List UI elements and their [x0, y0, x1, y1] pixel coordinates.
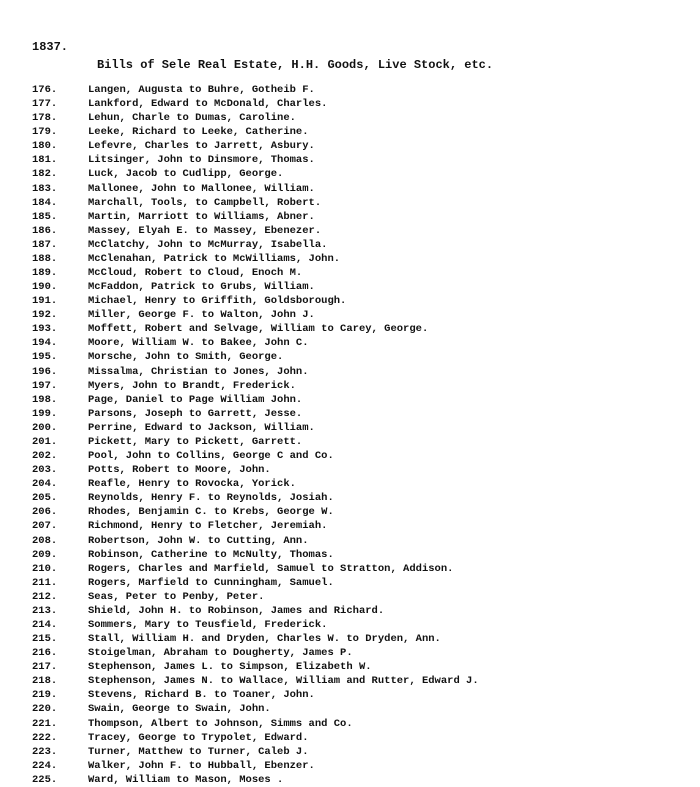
entry-number: 185. [32, 210, 58, 223]
entry-text: Rogers, Charles and Marfield, Samuel to Stratton, Addison. [88, 562, 454, 575]
entry-number: 190. [32, 281, 58, 294]
entry-number: 225. [32, 773, 58, 786]
list-item [32, 688, 692, 702]
entry-number: 197. [32, 379, 58, 392]
entry-text: Robinson, Catherine to McNulty, Thomas. [88, 548, 334, 561]
entry-text: Walker, John F. to Hubball, Ebenzer. [88, 759, 315, 772]
list-item [32, 759, 692, 773]
entry-number: 198. [32, 393, 58, 406]
entry-text: Potts, Robert to Moore, John. [88, 464, 271, 477]
document-title: Bills of Sele Real Estate, H.H. Goods, Live Stock, etc. [97, 58, 494, 72]
entry-number: 199. [32, 407, 58, 420]
entry-text: McClenahan, Patrick to McWilliams, John. [88, 252, 341, 265]
entry-number: 208. [32, 534, 58, 547]
entry-number: 216. [32, 647, 58, 660]
list-item [32, 421, 692, 435]
list-item [32, 590, 692, 604]
entry-list [32, 83, 692, 787]
entry-text: Richmond, Henry to Fletcher, Jeremiah. [88, 520, 328, 533]
list-item [32, 646, 692, 660]
entry-number: 179. [32, 126, 58, 139]
list-item [32, 238, 692, 252]
entry-number: 211. [32, 576, 58, 589]
list-item [32, 111, 692, 125]
entry-text: McClatchy, John to McMurray, Isabella. [88, 238, 328, 251]
list-item [32, 548, 692, 562]
entry-number: 217. [32, 661, 58, 674]
entry-number: 193. [32, 323, 58, 336]
entry-number: 184. [32, 196, 58, 209]
list-item [32, 576, 692, 590]
entry-number: 213. [32, 604, 58, 617]
list-item [32, 717, 692, 731]
entry-number: 203. [32, 464, 58, 477]
entry-text: Rogers, Marfield to Cunningham, Samuel. [88, 576, 334, 589]
entry-number: 176. [32, 84, 58, 96]
entry-number: 202. [32, 450, 58, 463]
entry-text: Shield, John H. to Robinson, James and Richard. [88, 604, 385, 617]
entry-number: 218. [32, 675, 58, 688]
entry-text: Swain, George to Swain, John. [88, 703, 271, 716]
list-item [32, 702, 692, 716]
entry-number: 181. [32, 154, 58, 167]
entry-text: Stevens, Richard B. to Toaner, John. [88, 689, 315, 702]
list-item [32, 519, 692, 533]
entry-text: Seas, Peter to Penby, Peter. [88, 590, 265, 603]
entry-number: 215. [32, 633, 58, 646]
entry-number: 205. [32, 492, 58, 505]
list-item [32, 745, 692, 759]
entry-number: 182. [32, 168, 58, 181]
entry-text: Pickett, Mary to Pickett, Garrett. [88, 435, 303, 448]
list-item [32, 534, 692, 548]
list-item [32, 196, 692, 210]
entry-text: Rhodes, Benjamin C. to Krebs, George W. [88, 506, 334, 519]
entry-text: Marchall, Tools, to Campbell, Robert. [88, 196, 322, 209]
entry-text: Stall, William H. and Dryden, Charles W. to Dryden, Ann. [88, 633, 441, 646]
list-item [32, 322, 692, 336]
list-item [32, 83, 692, 97]
entry-text: Reynolds, Henry F. to Reynolds, Josiah. [88, 492, 334, 505]
entry-text: Miller, George F. to Walton, John J. [88, 309, 315, 322]
entry-text: Reafle, Henry to Rovocka, Yorick. [88, 478, 296, 491]
entry-text: Page, Daniel to Page William John. [88, 393, 303, 406]
list-item [32, 660, 692, 674]
entry-text: McCloud, Robert to Cloud, Enoch M. [88, 267, 303, 280]
list-item [32, 505, 692, 519]
entry-text: Lefevre, Charles to Jarrett, Asbury. [88, 140, 315, 153]
list-item [32, 463, 692, 477]
list-item [32, 365, 692, 379]
list-item [32, 280, 692, 294]
entry-number: 177. [32, 98, 58, 111]
entry-text: Lehun, Charle to Dumas, Caroline. [88, 112, 296, 125]
list-item [32, 139, 692, 153]
entry-text: Mallonee, John to Mallonee, William. [88, 182, 315, 195]
entry-number: 194. [32, 337, 58, 350]
entry-text: Martin, Marriott to Williams, Abner. [88, 210, 315, 223]
list-item [32, 308, 692, 322]
entry-number: 224. [32, 759, 58, 772]
entry-text: Parsons, Joseph to Garrett, Jesse. [88, 407, 303, 420]
entry-number: 180. [32, 140, 58, 153]
entry-text: Pool, John to Collins, George C and Co. [88, 450, 334, 463]
entry-text: Perrine, Edward to Jackson, William. [88, 421, 315, 434]
entry-text: Moffett, Robert and Selvage, William to Carey, George. [88, 323, 429, 336]
entry-text: Stephenson, James N. to Wallace, William and Rutter, Edward J. [88, 675, 479, 688]
list-item [32, 182, 692, 196]
entry-text: Ward, William to Mason, Moses . [88, 773, 284, 786]
list-item [32, 618, 692, 632]
entry-text: Turner, Matthew to Turner, Caleb J. [88, 745, 309, 758]
list-item [32, 294, 692, 308]
entry-number: 220. [32, 703, 58, 716]
entry-number: 178. [32, 112, 58, 125]
list-item [32, 477, 692, 491]
entry-number: 210. [32, 562, 58, 575]
entry-text: Thompson, Albert to Johnson, Simms and Co. [88, 717, 353, 730]
list-item [32, 393, 692, 407]
entry-text: Langen, Augusta to Buhre, Gotheib F. [88, 84, 315, 96]
list-item [32, 252, 692, 266]
entry-number: 223. [32, 745, 58, 758]
entry-number: 207. [32, 520, 58, 533]
entry-number: 186. [32, 224, 58, 237]
list-item [32, 379, 692, 393]
entry-number: 222. [32, 731, 58, 744]
entry-number: 191. [32, 295, 58, 308]
entry-text: Stoigelman, Abraham to Dougherty, James P. [88, 647, 353, 660]
list-item [32, 773, 692, 787]
entry-number: 187. [32, 238, 58, 251]
entry-text: Stephenson, James L. to Simpson, Elizabeth W. [88, 661, 372, 674]
entry-text: Lankford, Edward to McDonald, Charles. [88, 98, 328, 111]
list-item [32, 674, 692, 688]
entry-text: Massey, Elyah E. to Massey, Ebenezer. [88, 224, 322, 237]
entry-number: 189. [32, 267, 58, 280]
entry-text: Myers, John to Brandt, Frederick. [88, 379, 296, 392]
list-item [32, 435, 692, 449]
list-item [32, 491, 692, 505]
list-item [32, 97, 692, 111]
list-item [32, 731, 692, 745]
entry-number: 195. [32, 351, 58, 364]
list-item [32, 336, 692, 350]
entry-text: Missalma, Christian to Jones, John. [88, 365, 309, 378]
entry-number: 200. [32, 421, 58, 434]
entry-text: Litsinger, John to Dinsmore, Thomas. [88, 154, 315, 167]
entry-text: Luck, Jacob to Cudlipp, George. [88, 168, 284, 181]
list-item [32, 167, 692, 181]
entry-number: 204. [32, 478, 58, 491]
entry-number: 201. [32, 435, 58, 448]
entry-number: 219. [32, 689, 58, 702]
entry-number: 212. [32, 590, 58, 603]
list-item [32, 210, 692, 224]
list-item [32, 632, 692, 646]
entry-text: Leeke, Richard to Leeke, Catherine. [88, 126, 309, 139]
list-item [32, 224, 692, 238]
list-item [32, 266, 692, 280]
entry-text: Sommers, Mary to Teusfield, Frederick. [88, 618, 328, 631]
entry-text: Moore, William W. to Bakee, John C. [88, 337, 309, 350]
entry-number: 209. [32, 548, 58, 561]
entry-number: 221. [32, 717, 58, 730]
document-year: 1837. [32, 40, 69, 54]
entry-number: 188. [32, 252, 58, 265]
entry-text: Morsche, John to Smith, George. [88, 351, 284, 364]
entry-number: 214. [32, 618, 58, 631]
list-item [32, 153, 692, 167]
list-item [32, 604, 692, 618]
entry-number: 183. [32, 182, 58, 195]
entry-text: Michael, Henry to Griffith, Goldsborough. [88, 295, 347, 308]
list-item [32, 449, 692, 463]
entry-number: 196. [32, 365, 58, 378]
entry-number: 192. [32, 309, 58, 322]
entry-text: McFaddon, Patrick to Grubs, William. [88, 281, 315, 294]
entry-number: 206. [32, 506, 58, 519]
entry-text: Tracey, George to Trypolet, Edward. [88, 731, 309, 744]
list-item [32, 407, 692, 421]
entry-text: Robertson, John W. to Cutting, Ann. [88, 534, 309, 547]
list-item [32, 125, 692, 139]
list-item [32, 350, 692, 364]
list-item [32, 562, 692, 576]
